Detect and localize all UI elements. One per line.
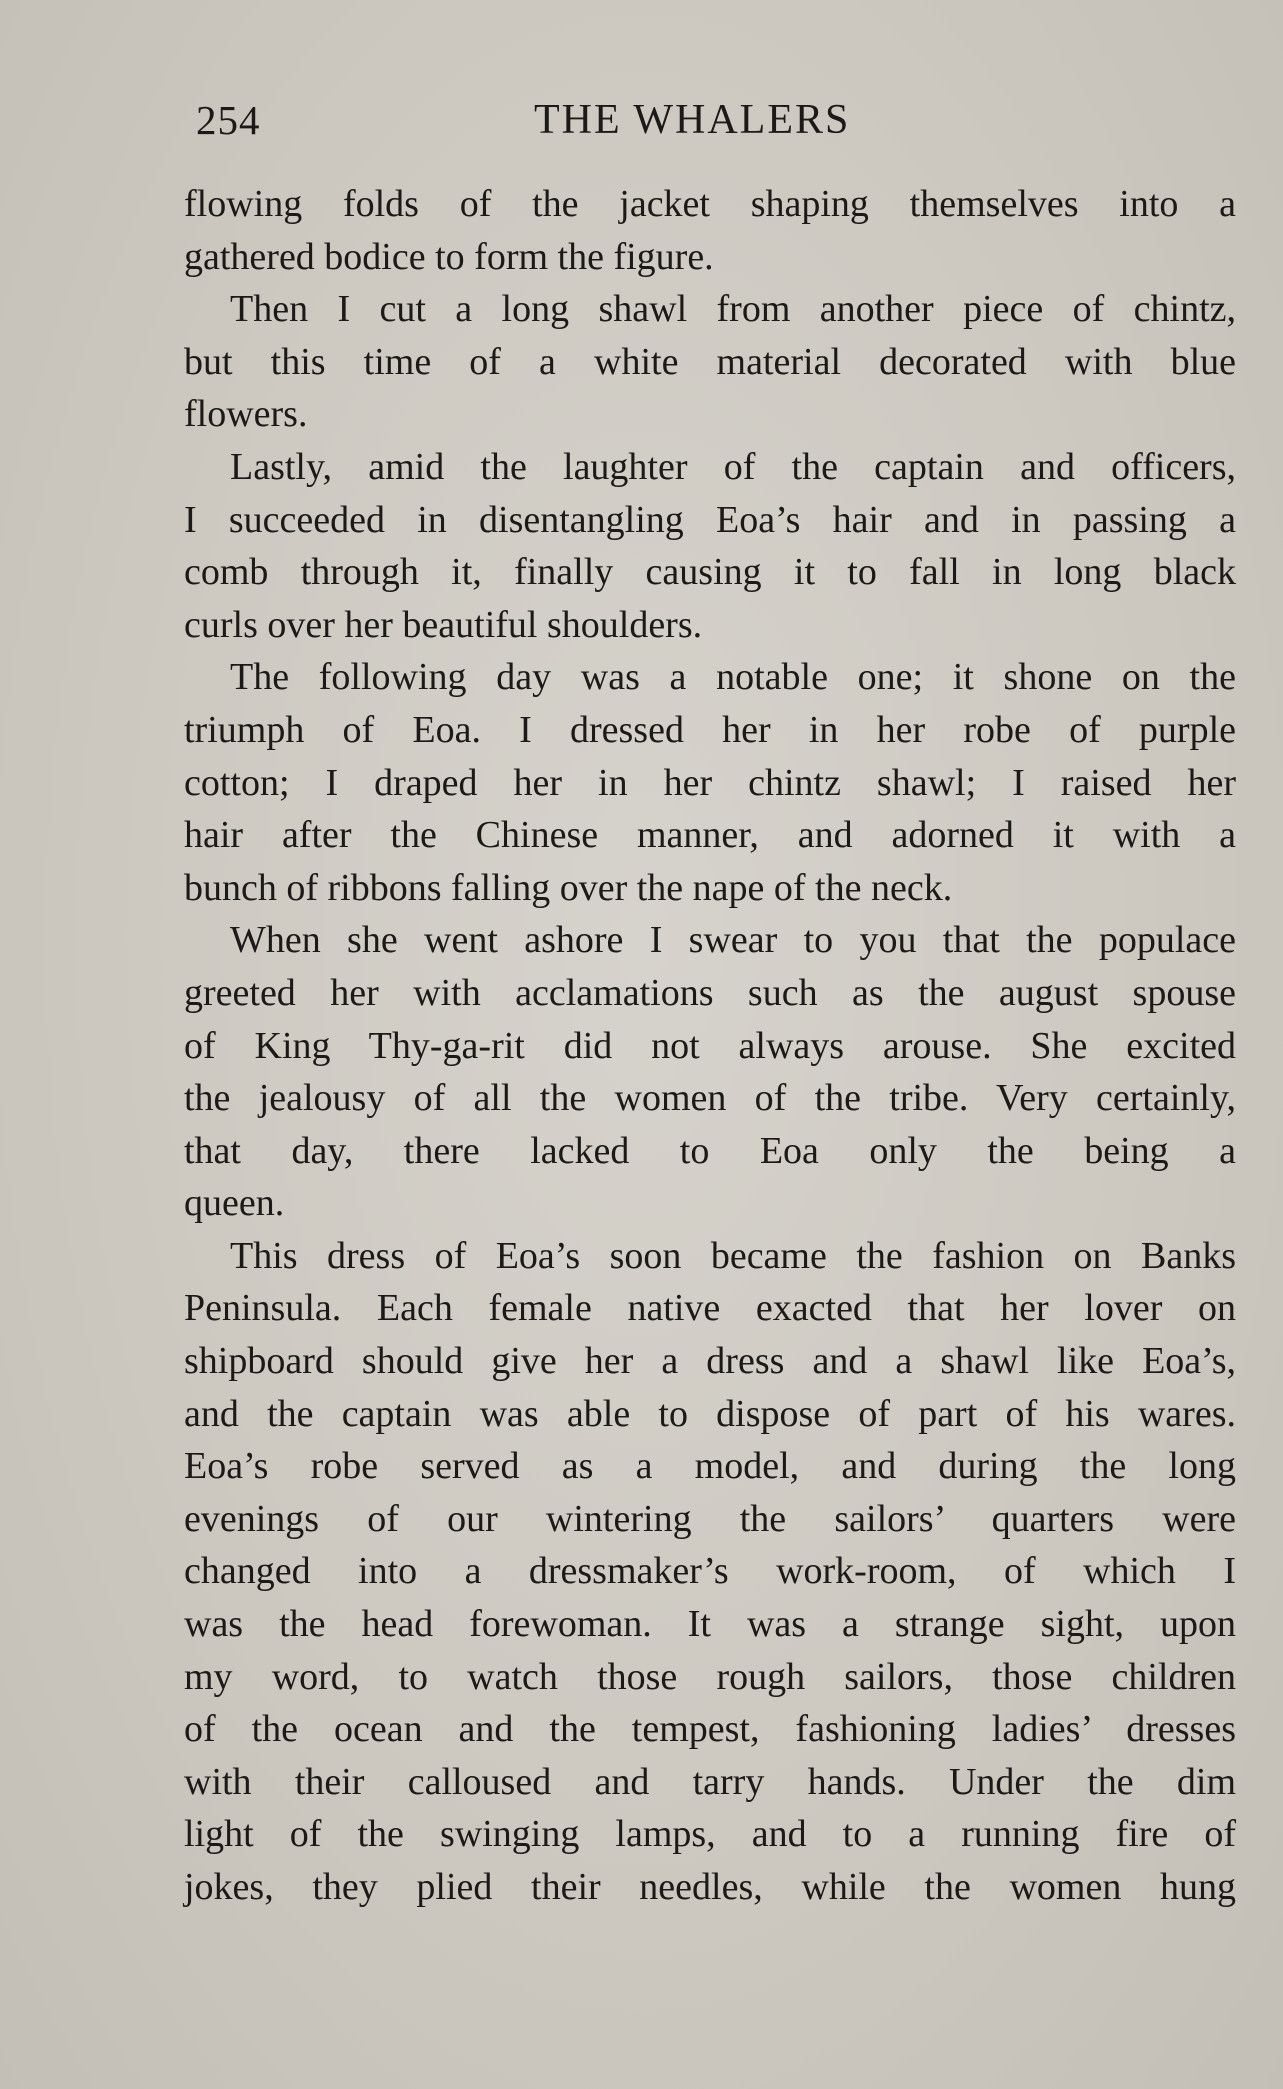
text-line: Eoa’s robe served as a model, and during the long: [184, 1445, 1236, 1488]
text-line: I succeeded in disentangling Eoa’s hair and in passing a: [184, 498, 1236, 541]
text-line: shipboard should give her a dress and a shawl like Eoa’s,: [184, 1340, 1236, 1383]
text-line: This dress of Eoa’s soon became the fashion on Banks: [230, 1234, 1236, 1277]
text-line: cotton; I draped her in her chintz shawl; I raised her: [184, 761, 1236, 804]
text-line: with their calloused and tarry hands. Under the dim: [184, 1760, 1236, 1803]
text-line: light of the swinging lamps, and to a running fire of: [184, 1813, 1236, 1856]
text-line: and the captain was able to dispose of part of his wares.: [184, 1392, 1236, 1435]
text-line: flowing folds of the jacket shaping themselves into a: [184, 183, 1236, 225]
text-line: was the head forewoman. It was a strange sight, upon: [184, 1603, 1236, 1646]
text-line: my word, to watch those rough sailors, those children: [184, 1655, 1236, 1698]
text-line: gathered bodice to form the figure.: [184, 235, 714, 278]
text-line: hair after the Chinese manner, and adorned it with a: [184, 814, 1236, 857]
text-line: but this time of a white material decorated with blue: [184, 340, 1236, 383]
page-number: 254: [196, 97, 261, 143]
text-line: queen.: [184, 1182, 285, 1225]
text-line: of King Thy-ga-rit did not always arouse. She excited: [184, 1024, 1236, 1067]
page-header: [196, 96, 1236, 156]
text-line: changed into a dressmaker’s work-room, of which I: [184, 1550, 1236, 1593]
text-line: of the ocean and the tempest, fashioning ladies’ dresses: [184, 1708, 1236, 1751]
text-line: Then I cut a long shawl from another piece of chintz,: [230, 288, 1236, 331]
text-line: When she went ashore I swear to you that the populace: [230, 919, 1236, 962]
text-line: Peninsula. Each female native exacted that her lover on: [184, 1287, 1236, 1330]
text-line: that day, there lacked to Eoa only the being a: [184, 1129, 1236, 1172]
text-line: greeted her with acclamations such as the august spouse: [184, 971, 1236, 1014]
text-line: the jealousy of all the women of the tribe. Very certainly,: [184, 1077, 1236, 1120]
text-line: bunch of ribbons falling over the nape of the neck.: [184, 866, 953, 909]
text-line: triumph of Eoa. I dressed her in her robe of purple: [184, 708, 1236, 751]
text-line: curls over her beautiful shoulders.: [184, 603, 703, 646]
text-line: The following day was a notable one; it shone on the: [230, 656, 1236, 699]
text-line: evenings of our wintering the sailors’ quarters were: [184, 1497, 1236, 1540]
text-line: comb through it, finally causing it to fall in long black: [184, 551, 1236, 594]
text-line: Lastly, amid the laughter of the captain and officers,: [230, 445, 1236, 488]
text-line: flowers.: [184, 393, 308, 436]
body-text: [184, 178, 1236, 1914]
text-line: jokes, they plied their needles, while the women hung: [184, 1866, 1236, 1908]
running-title: THE WHALERS: [534, 97, 851, 143]
